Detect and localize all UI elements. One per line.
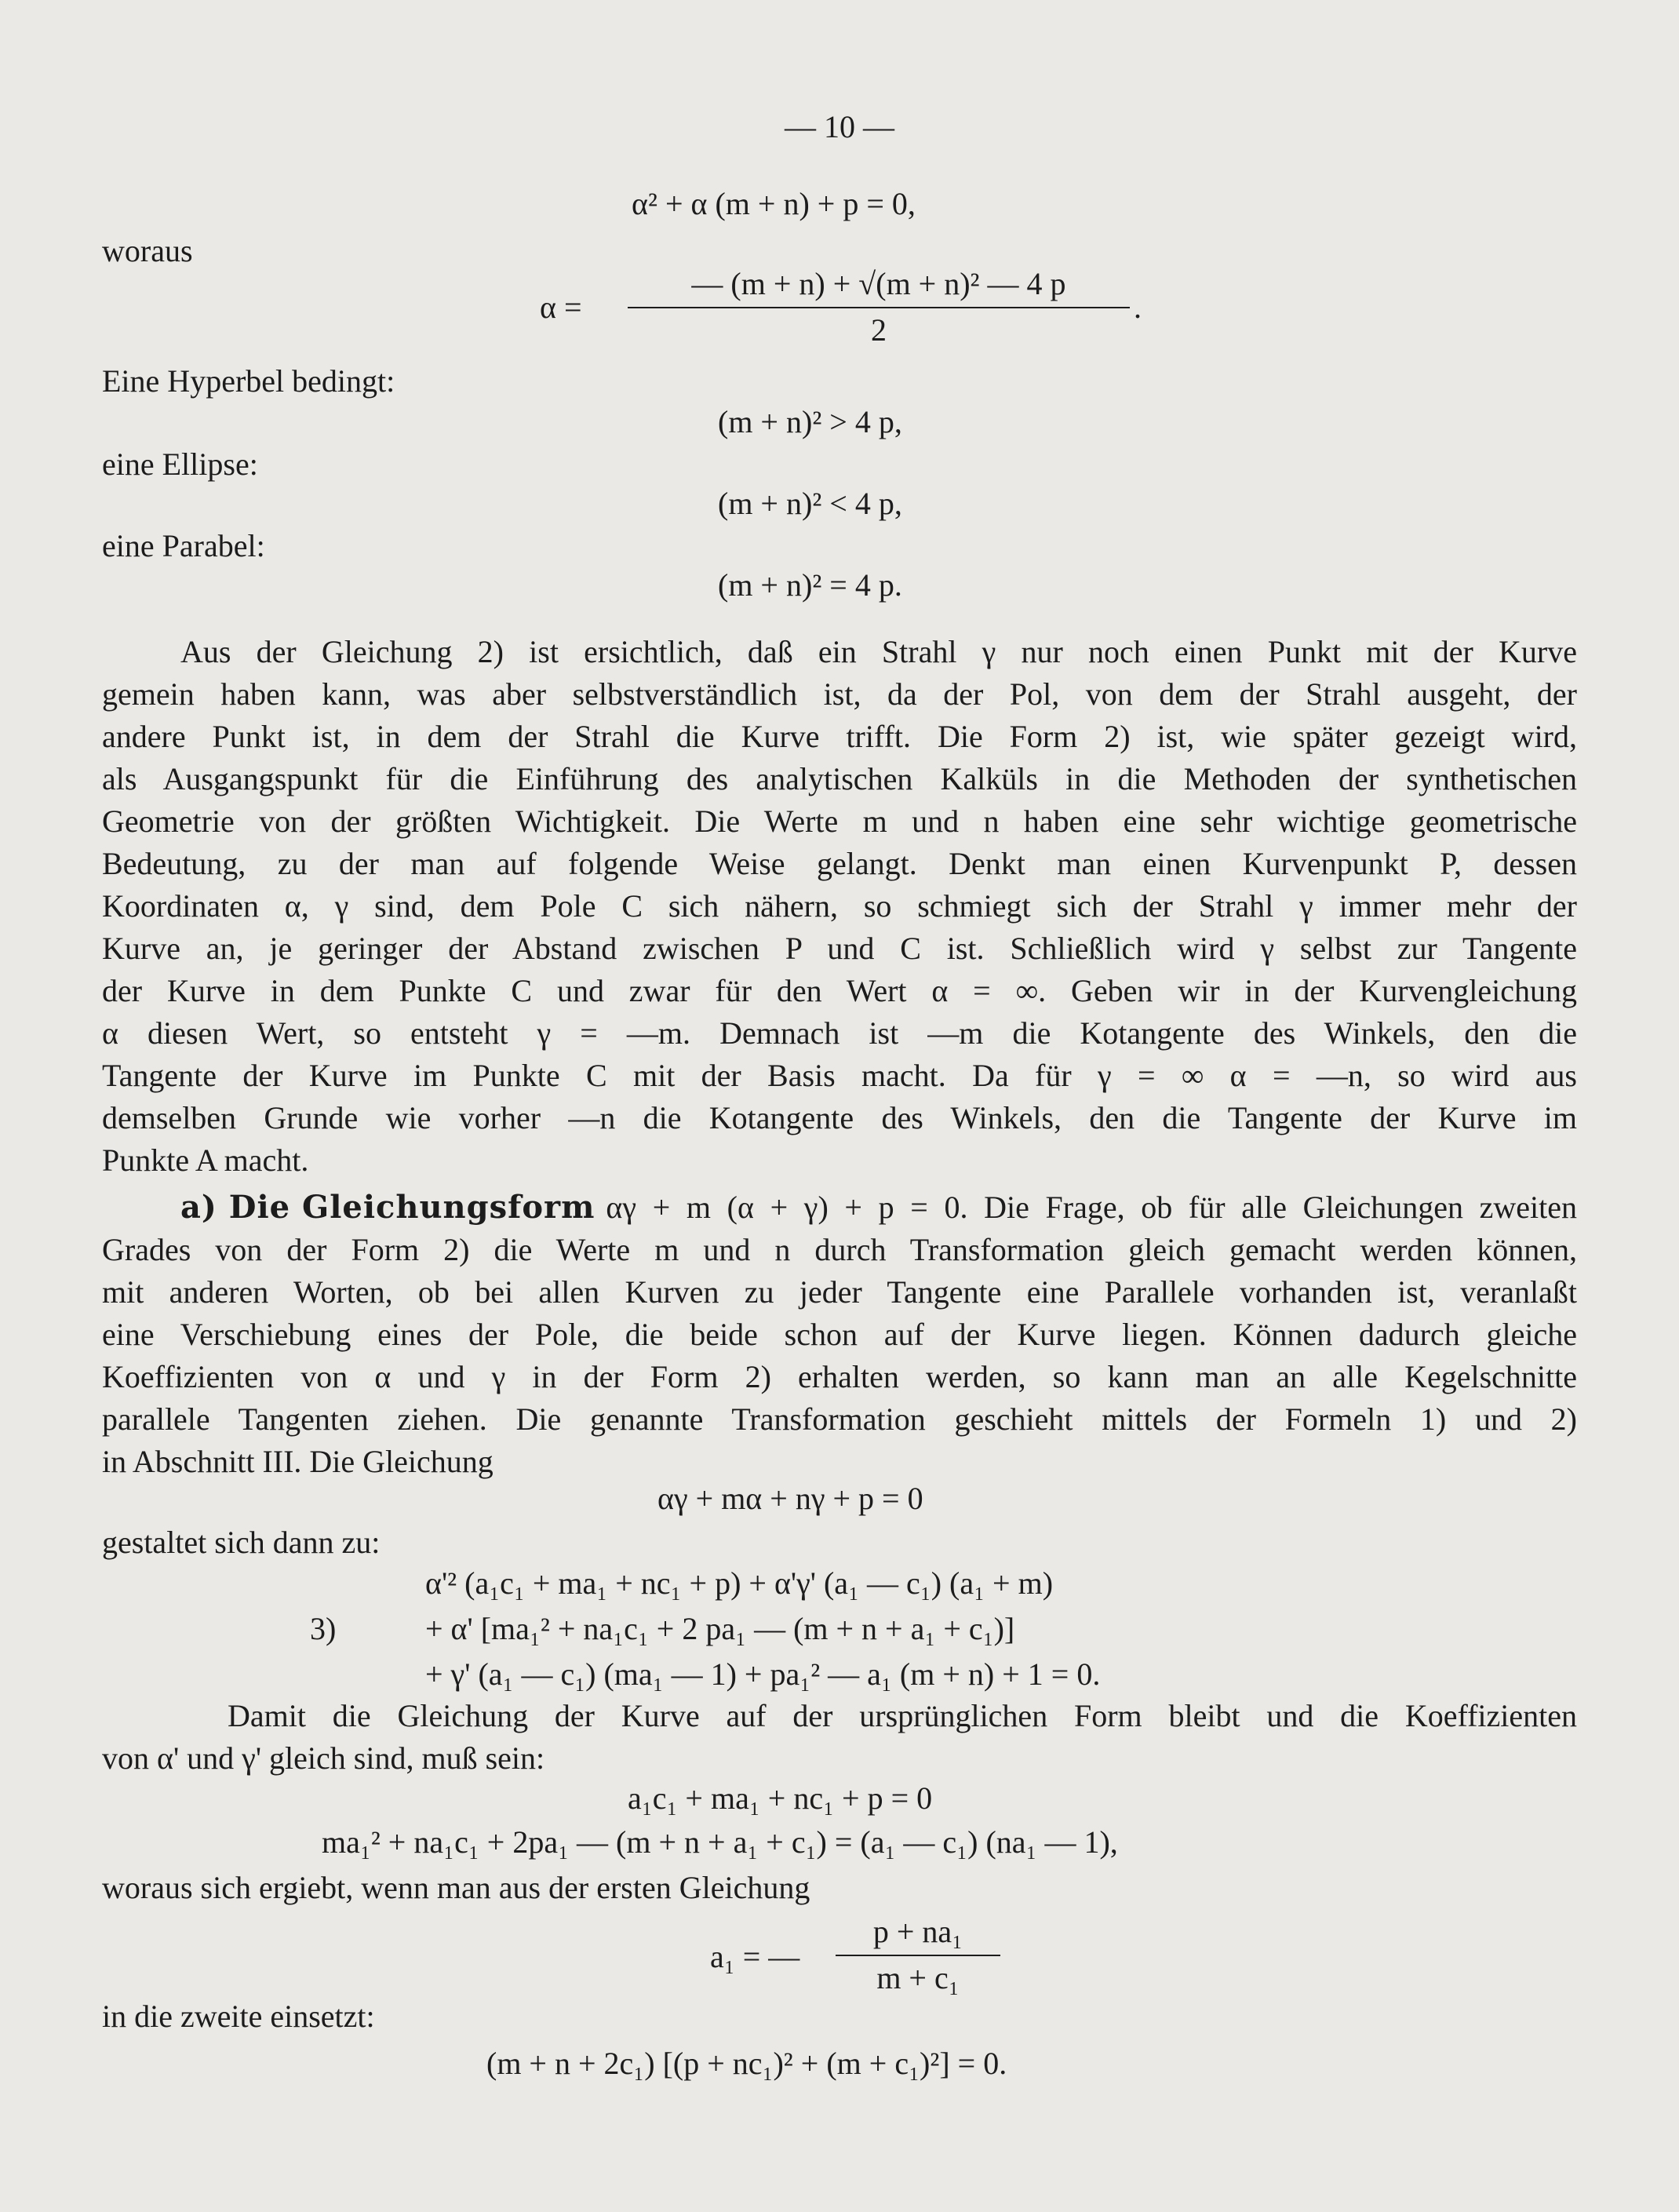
paragraph-line: Aus der Gleichung 2) ist ersichtlich, daß ein Strahl γ nur noch einen Punkt mit der Kurve [180,634,1577,669]
page-number: — 10 — [785,109,894,144]
paragraph-line: Damit die Gleichung der Kurve auf der ursprünglichen Form bleibt und die Koeffizienten [228,1698,1577,1733]
a1-denominator: m + c₁ [876,1960,960,1995]
fraction-bar [836,1955,1000,1956]
paragraph-line: α diesen Wert, so entsteht γ = —m. Demnach ist —m die Kotangente des Winkels, den die [102,1015,1577,1051]
paragraph-line: Punkte A macht. [102,1142,309,1178]
paragraph-first-line [180,1186,1577,1229]
alpha-denominator: 2 [871,312,887,348]
label-parabel: eine Parabel: [102,528,265,563]
paragraph-line: Kurve an, je geringer der Abstand zwischen P und C ist. Schließlich wird γ selbst zur Tangente [102,931,1577,966]
paragraph-line: demselben Grunde wie vorher —n die Kotangente des Winkels, den die Tangente der Kurve im [102,1100,1577,1135]
equation-3-line-3: + γ' (a₁ — c₁) (ma₁ — 1) + pa₁² — a₁ (m + n) + 1 = 0. [425,1656,1101,1692]
equation-condition-1: a₁c₁ + ma₁ + nc₁ + p = 0 [628,1780,933,1816]
a1-numerator: p + na₁ [872,1914,963,1949]
alpha-numerator: — (m + n) + √(m + n)² — 4 p [691,266,1066,301]
paragraph-line: Koordinaten α, γ sind, dem Pole C sich nähern, so schmiegt sich der Strahl γ immer mehr der [102,888,1577,924]
equation-3-line-1: α'² (a₁c₁ + ma₁ + nc₁ + p) + α'γ' (a₁ — c₁) (a₁ + m) [425,1565,1054,1601]
paragraph-line: andere Punkt ist, in dem der Strahl die Kurve trifft. Die Form 2) ist, wie später gezeigt wird, [102,719,1577,754]
a1-fraction [836,1913,1000,1996]
paragraph-line: parallele Tangenten ziehen. Die genannte Transformation geschieht mittels der Formeln 1) und 2) [102,1401,1577,1437]
paragraph-line: Tangente der Kurve im Punkte C mit der Basis macht. Da für γ = ∞ α = —n, so wird aus [102,1058,1577,1093]
equation-number-3: 3) [310,1611,337,1646]
label-zweite: in die zweite einsetzt: [102,1999,375,2034]
paragraph-line: Grades von der Form 2) die Werte m und n durch Transformation gleich gemacht werden können, [102,1232,1577,1267]
paragraph-line: mit anderen Worten, ob bei allen Kurven zu jeder Tangente eine Parallele vorhanden ist, veranlaßt [102,1274,1577,1310]
alpha-lhs: α = [540,290,582,325]
paragraph-line: als Ausgangspunkt für die Einführung des analytischen Kalküls in die Methoden der synthetischen [102,761,1577,796]
paragraph-line: Bedeutung, zu der man auf folgende Weise gelangt. Denkt man einen Kurvenpunkt P, dessen [102,846,1577,881]
equation-final: (m + n + 2c₁) [(p + nc₁)² + (m + c₁)²] = 0. [486,2046,1007,2081]
paragraph-line: in Abschnitt III. Die Gleichung [102,1444,494,1479]
equation-ellipse: (m + n)² < 4 p, [718,486,902,521]
equation-3-line-2: + α' [ma₁² + na₁c₁ + 2 pa₁ — (m + n + a₁ + c₁)] [425,1611,1015,1646]
label-woraus: woraus [102,233,193,268]
paragraph-line: der Kurve in dem Punkte C und zwar für den Wert α = ∞. Geben wir in der Kurvengleichung [102,973,1577,1008]
equation-hyperbel: (m + n)² > 4 p, [718,404,902,439]
paragraph-line: eine Verschiebung eines der Pole, die beide schon auf der Kurve liegen. Können dadurch gleiche [102,1317,1577,1352]
alpha-fraction [628,265,1130,348]
paragraph-line: αγ + m (α + γ) + p = 0. Die Frage, ob für alle Gleichungen zweiten [606,1190,1577,1225]
a1-lhs: a₁ = — [710,1939,800,1974]
paragraph-line: von α' und γ' gleich sind, muß sein: [102,1740,545,1776]
paragraph-line: Koeffizienten von α und γ in der Form 2) erhalten werden, so kann man an alle Kegelschnitte [102,1359,1577,1394]
equation-quadratic: α² + α (m + n) + p = 0, [632,186,916,221]
paragraph-line: Geometrie von der größten Wichtigkeit. Die Werte m und n haben eine sehr wichtige geometrische [102,804,1577,839]
label-woraus-ergiebt: woraus sich ergiebt, wenn man aus der ersten Gleichung [102,1870,810,1905]
section-heading: a) Die Gleichungsform [180,1189,595,1226]
equation-parabel: (m + n)² = 4 p. [718,567,902,603]
paragraph-line: gemein haben kann, was aber selbstverständlich ist, da der Pol, von dem der Strahl ausgeht, der [102,676,1577,712]
equation-condition-2: ma₁² + na₁c₁ + 2pa₁ — (m + n + a₁ + c₁) = (a₁ — c₁) (na₁ — 1), [322,1824,1118,1860]
alpha-period: . [1134,290,1142,325]
fraction-bar [628,307,1130,308]
label-ellipse: eine Ellipse: [102,446,258,482]
label-hyperbel: Eine Hyperbel bedingt: [102,363,395,399]
label-gestaltet: gestaltet sich dann zu: [102,1525,381,1560]
equation-gleichung: αγ + mα + nγ + p = 0 [657,1481,923,1516]
